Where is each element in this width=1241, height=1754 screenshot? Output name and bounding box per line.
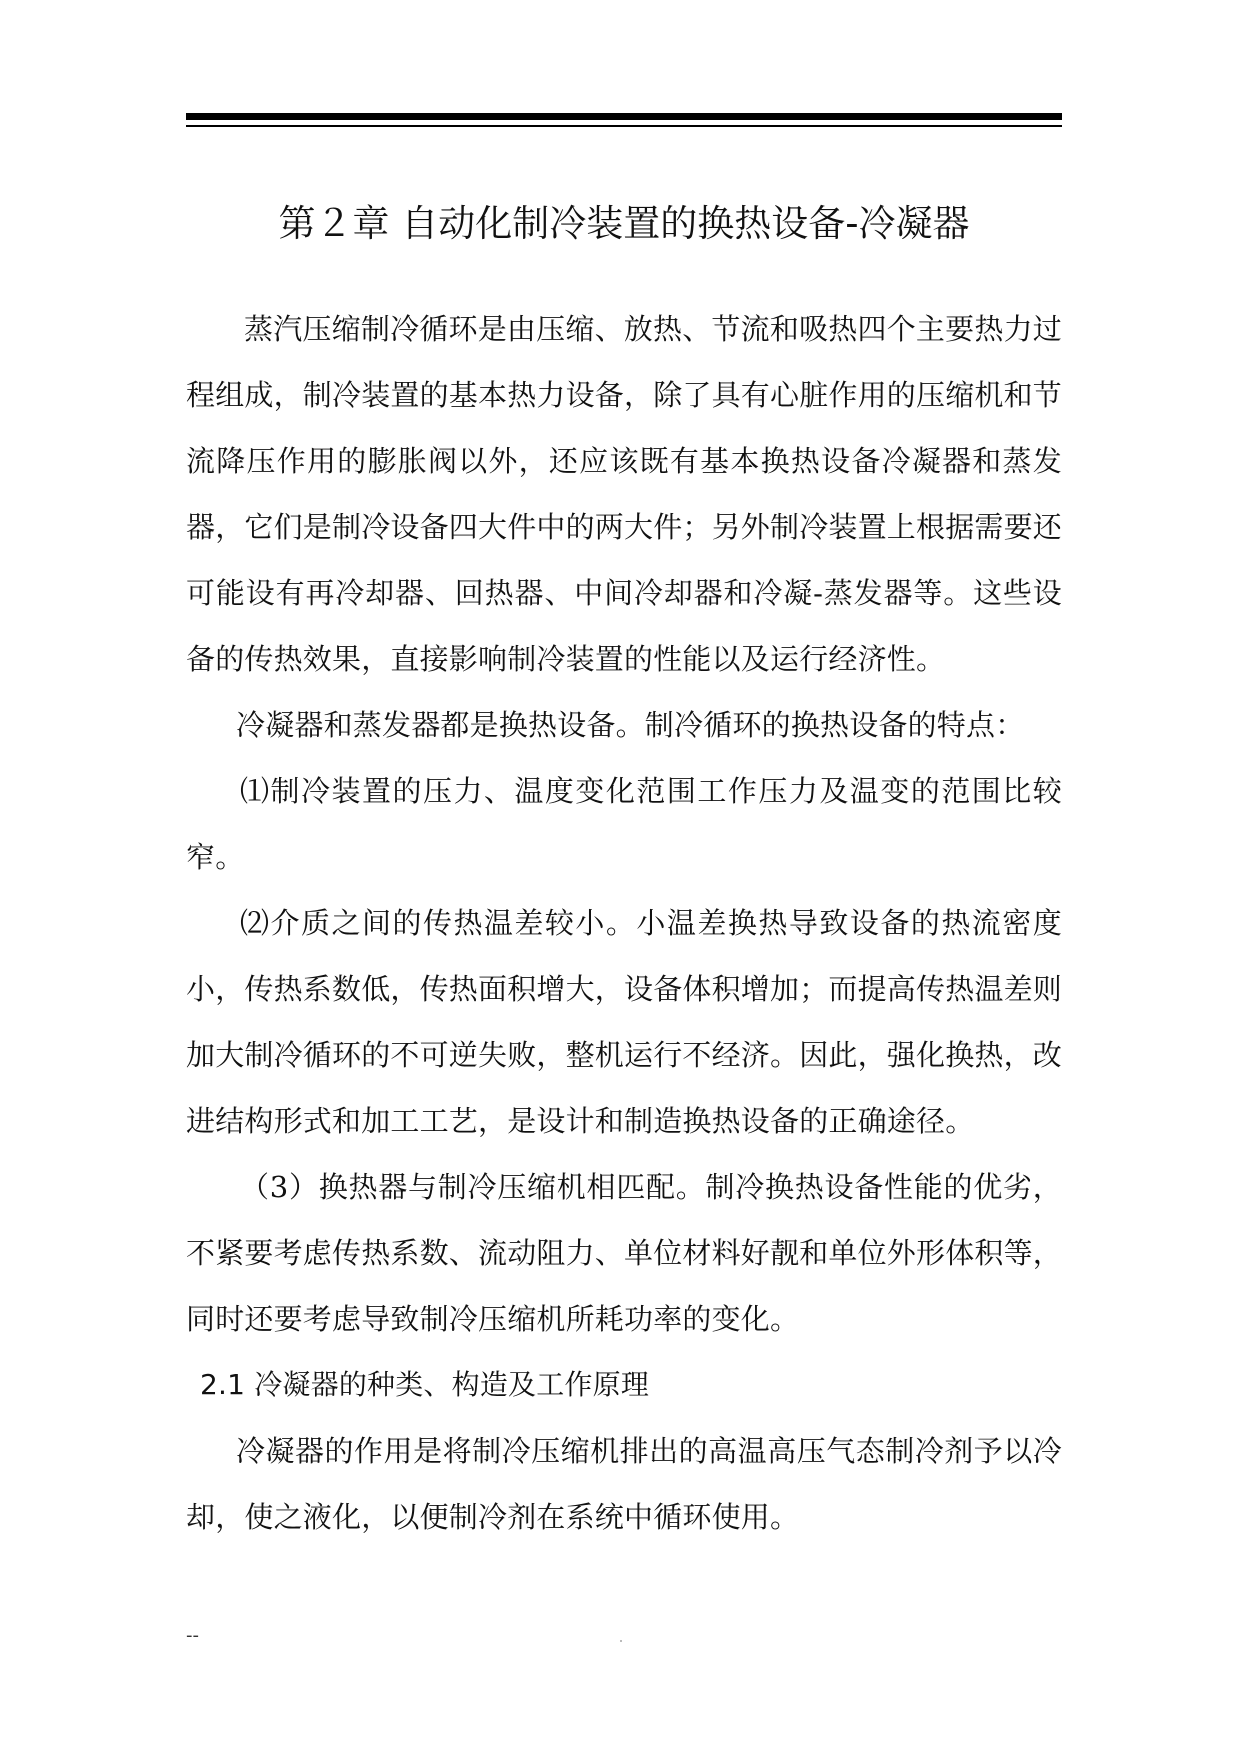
footer-mark: -- bbox=[186, 1625, 199, 1646]
footer-dot bbox=[620, 1640, 622, 1642]
paragraph-feature-1: ⑴制冷装置的压力、温度变化范围工作压力及温变的范围比较窄。 bbox=[186, 774, 1062, 874]
header-rule-thin bbox=[186, 125, 1062, 127]
section-heading: 2.1 冷凝器的种类、构造及工作原理 bbox=[200, 1368, 650, 1401]
header-rule-thick bbox=[186, 113, 1062, 120]
chapter-title: 第２章 自动化制冷装置的换热设备-冷凝器 bbox=[278, 202, 970, 245]
paragraph-condenser-purpose: 冷凝器的作用是将制冷压缩机排出的高温高压气态制冷剂予以冷却，使之液化，以便制冷剂在系统中循环使用。 bbox=[186, 1434, 1062, 1534]
paragraph-intro: 蒸汽压缩制冷循环是由压缩、放热、节流和吸热四个主要热力过程组成，制冷装置的基本热力设备，除了具有心脏作用的压缩机和节流降压作用的膨胀阀以外，还应该既有基本换热设备冷凝器和蒸发器，它们是制冷设备四大件中的两大件；另外制冷装置上根据需要还可能设有再冷却器、回热器、中间冷却器和冷凝-蒸发器等。这些设备的传热效果，直接影响制冷装置的性能以及运行经济性。 bbox=[186, 312, 1063, 676]
document-body bbox=[186, 296, 1062, 1550]
paragraph-feature-2: ⑵介质之间的传热温差较小。小温差换热导致设备的热流密度小，传热系数低，传热面积增大，设备体积增加；而提高传热温差则加大制冷循环的不可逆失败，整机运行不经济。因此，强化换热，改进结构形式和加工工艺，是设计和制造换热设备的正确途径。 bbox=[186, 906, 1063, 1138]
paragraph-features-lead: 冷凝器和蒸发器都是换热设备。制冷循环的换热设备的特点： bbox=[236, 708, 1025, 742]
paragraph-feature-3: （3）换热器与制冷压缩机相匹配。制冷换热设备性能的优劣，不紧要考虑传热系数、流动阻力、单位材料好靓和单位外形体积等，同时还要考虑导致制冷压缩机所耗功率的变化。 bbox=[186, 1170, 1063, 1336]
